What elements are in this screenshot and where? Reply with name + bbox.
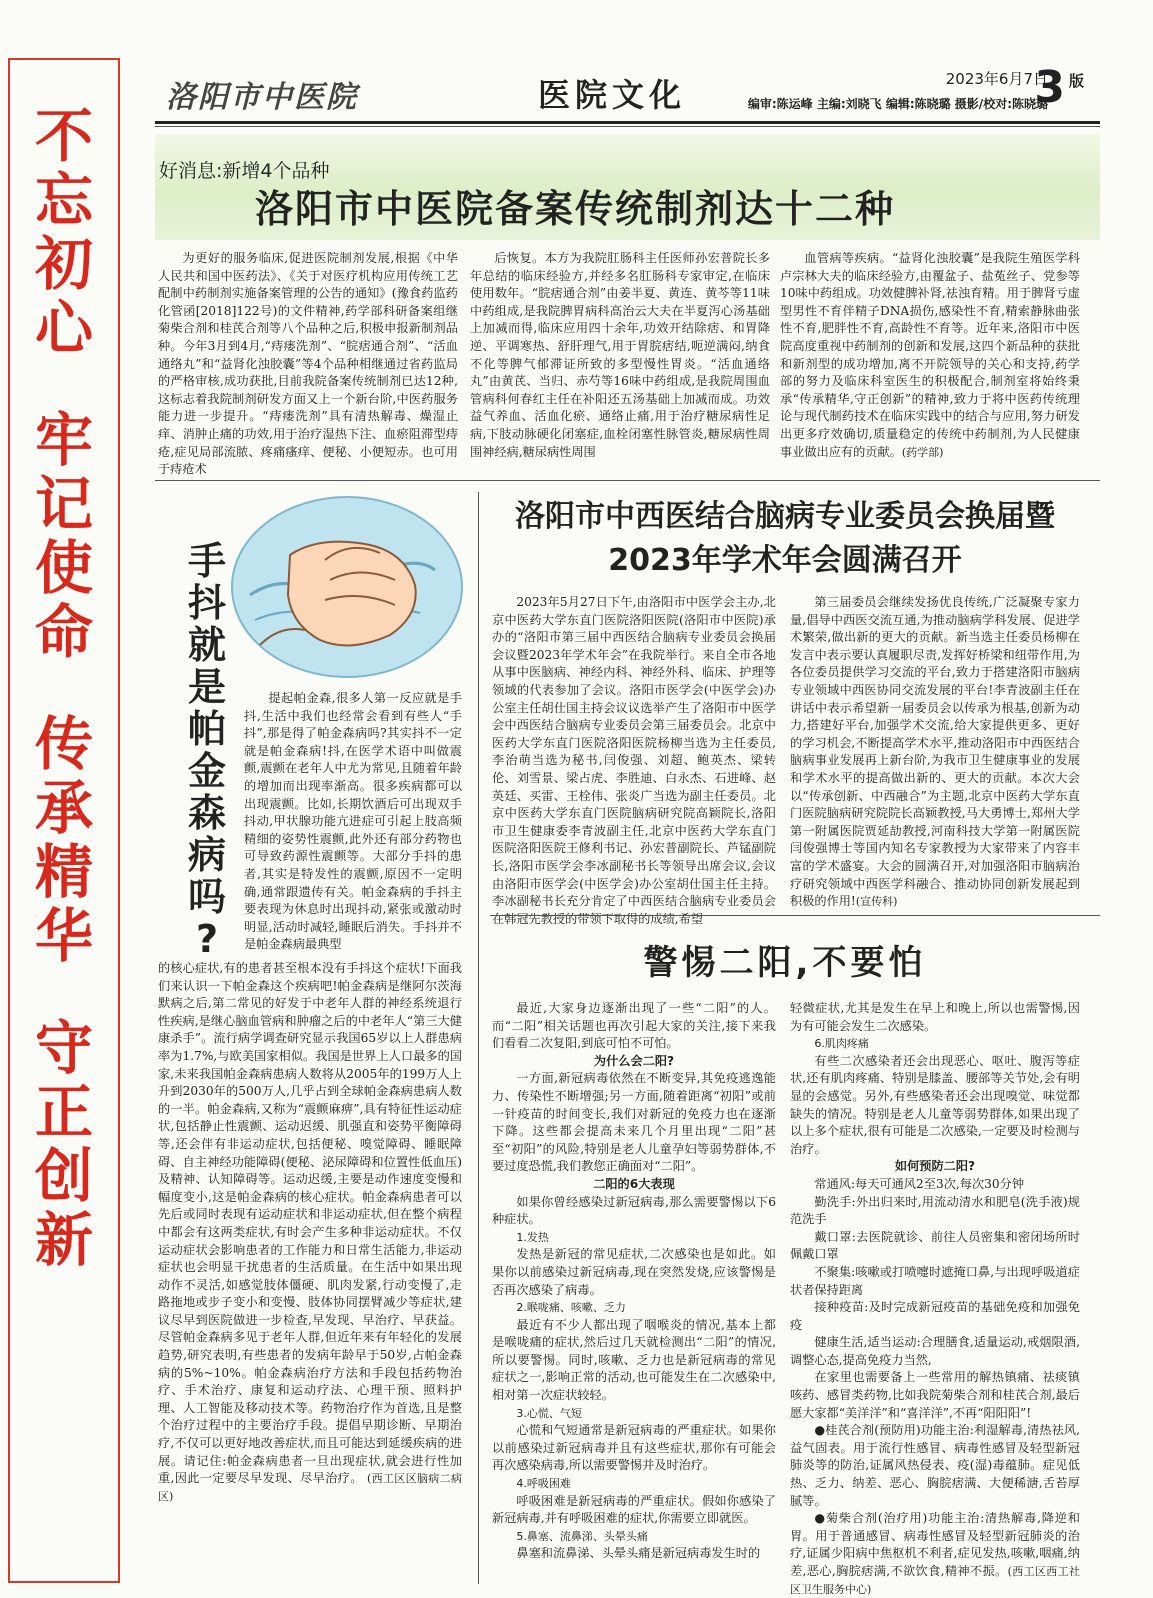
column-divider: [478, 492, 479, 1584]
drug-note: ●桂芪合剂(预防用)功能主治:利湿解毒,清热祛风,益气固表。用于流行性感冒、病毒性感冒及轻型新冠肺炎等的防治,证属风热侵表、疫(湿)毒蕴肺。症见低热、乏力、纳差、恶心、胸脘痞满、大便稀溏,舌苔厚腻等。: [790, 1423, 1080, 1508]
masthead: [158, 62, 1098, 120]
article3-headline-line2: 2023年学术年会圆满召开: [608, 543, 962, 578]
hand-tremor-illustration: [230, 495, 465, 680]
subheading: 二阳的6大表现: [593, 1176, 675, 1191]
article1-banner: [155, 134, 1100, 240]
prevention-tip: 不聚集:咳嗽或打喷嚏时遮掩口鼻,与出现呼吸道症状者保持距离: [790, 1264, 1080, 1297]
section-name: 医院文化: [538, 76, 687, 114]
page-suffix: 版: [1068, 72, 1084, 90]
prevention-tip: 接种疫苗:及时完成新冠疫苗的基础免疫和加强免疫: [790, 1300, 1080, 1332]
article1-kicker: 好消息:新增4个品种: [159, 160, 330, 182]
page-number: [1034, 62, 1084, 113]
prevention-tip: 戴口罩:去医院就诊、前往人员密集和密闭场所时佩戴口罩: [790, 1229, 1080, 1262]
masthead-rule: [155, 121, 1100, 124]
section-rule: [155, 480, 1100, 481]
slogan-char: 牢: [34, 406, 93, 474]
slogan-char: 命: [34, 598, 93, 666]
prevention-tip: 常通风:每天可通风2至3次,每次30分钟: [814, 1176, 1025, 1191]
slogan-char: 传: [34, 710, 93, 778]
drug-note: ●菊柴合剂(治疗用)功能主治:清热解毒,降逆和胃。用于普通感冒、病毒性感冒及轻型新冠肺炎的治疗,证属少阳病中焦枢机不利者,症见发热,咳嗽,咽痛,纳差,恶心,胸脘痞满,不欲饮食,精神不振。: [790, 1511, 1080, 1578]
article2-title-char: 森: [187, 791, 226, 835]
article2-title-char: 帕: [187, 707, 226, 751]
article2-signature: (西工区区脑病二病区): [158, 1472, 462, 1503]
subheading: 如何预防二阳?: [894, 1159, 976, 1174]
masthead-rule-thin: [155, 126, 1100, 127]
article1-col3: 血管病等疾病。“益肾化浊胶囊”是我院生殖医学科卢宗林大夫的临床经验方,由覆盆子、盐菟丝子、党参等10味中药组成。功效健脾补肾,祛浊育精。用于脾肾亏虚型男性不育伴精子DNA损伤,感染性不育,精索静脉曲张性不育,肥胖性不育,高龄性不育等。近年来,洛阳市中医院高度重视中药制剂的创新和发展,这四个新品种的获批和新剂型的成功增加,离不开院领导的关心和支持,药学部的努力及临床科室医生的积极配合,制剂室将始终秉承“传承精华,守正创新”的精神,致力于将中医药传统理论与现代制药技术在临床实践中的结合与应用,努力研发出更多疗效确切,质量稳定的传统中药制剂,为人民健康事业做出应有的贡献。(药学部): [780, 251, 1080, 459]
symptom-heading: 6.肌肉疼痛: [814, 1037, 869, 1051]
symptom-heading: 2.喉咙痛、咳嗽、乏力: [516, 1301, 626, 1315]
article4-col1: 最近,大家身边逐渐出现了一些“二阳”的人。而“二阳”相关话题也再次引起大家的关注,接下来我们看看二次复阳,到底可怕不可怕。 为什么会二阳? 一方面,新冠病毒依然在不断变异,其免疫逃逸能力、传染性不断增强;另一方面,随着距离“初阳”或前一针疫苗的时间变长,我们对新冠的免疫力也在逐渐下降。这些都会提高未来几个月里出现“二阳”甚至“初阳”的风险,特别是老人儿童孕妇等弱势群体,不要过度恐慌,我们教您正确面对“二阳”。 二阳的6大表现 如果你曾经感染过新冠病毒,那么需要警惕以下6种症状。 1.发热 发热是新冠的常见症状,二次感染也是如此。如果你以前感染过新冠病毒,现在突然发烧,应该警惕是否再次感染了病毒。 2.喉咙痛、咳嗽、乏力 最近有不少人都出现了咽喉炎的情况,基本上都是喉咙痛的症状,然后过几天就检测出“二阳”的情况,所以要警惕。同时,咳嗽、乏力也是新冠病毒的常见症状之一,影响正常的活动,也可能发生在二次感染中,相对第一次症状较轻。 3.心慌、气短 心慌和气短通常是新冠病毒的严重症状。如果你以前感染过新冠病毒并且有这些症状,那你有可能会再次感染病毒,所以需要警惕并及时治疗。 4.呼吸困难 呼吸困难是新冠病毒的严重症状。假如你感染了新冠病毒,并有呼吸困难的症状,你需要立即就医。 5.鼻塞、流鼻涕、头晕头痛 鼻塞和流鼻涕、头晕头痛是新冠病毒发生时的: [492, 1001, 776, 1561]
article2-title-char: 就: [187, 623, 226, 667]
article2-title-char: 是: [187, 665, 226, 709]
slogan-char: 创: [34, 1142, 93, 1210]
slogan-char: 华: [34, 902, 93, 970]
article-divider: [490, 915, 1100, 916]
article3-headline: [495, 495, 1075, 583]
slogan-char: 记: [34, 470, 93, 538]
article2-intro: 提起帕金森,很多人第一反应就是手抖,生活中我们也经常会看到有些人“手抖”,那是得了帕金森病吗?其实抖不一定就是帕金森病!抖,在医学术语中叫做震颤,震颤在老年人中尤为常见,且随着年龄的增加而出现率渐高。很多疾病都可以出现震颤。比如,长期饮酒后可出现双手抖动,甲状腺功能亢进症可引起上肢高频精细的姿势性震颤,此外还有部分药物也可导致药源性震颤等。大部分手抖的患者,其实是特发性的震颤,原因不一定明确,通常跟遗传有关。帕金森病的手抖主要表现为休息时出现抖动,紧张或激动时明显,活动时减轻,睡眠后消失。手抖并不是帕金森病最典型: [244, 691, 462, 952]
article1-signature: (药学部): [901, 445, 944, 459]
article4-col2: 轻微症状,尤其是发生在早上和晚上,所以也需警惕,因为有可能会发生二次感染。 6.肌肉疼痛 有些二次感染者还会出现恶心、呕吐、腹泻等症状,还有肌肉疼痛、特别是膝盖、腰部等关节处,会有明显的会感觉。另外,有些感染者还会出现嗅觉、味觉都缺失的情况。特别是老人儿童等弱势群体,如果出现了以上多个症状,很有可能是二次感染,一定要及时检测与治疗。 如何预防二阳? 常通风:每天可通风2至3次,每次30分钟 勤洗手:外出归来时,用流动清水和肥皂(洗手液)规范洗手 戴口罩:去医院就诊、前往人员密集和密闭场所时佩戴口罩 不聚集:咳嗽或打喷嚏时遮掩口鼻,与出现呼吸道症状者保持距离 接种疫苗:及时完成新冠疫苗的基础免疫和加强免疫 健康生活,适当运动:合理膳食,适量运动,戒烟限酒,调整心态,提高免疫力当然, 在家里也需要备上一些常用的解热镇痛、祛痰镇咳药、感冒类药物,比如我院菊柴合剂和桂芪合剂,最后愿大家都“美洋洋”和“喜洋洋”,不再“阳阳阳”! ●桂芪合剂(预防用)功能主治:利湿解毒,清热祛风,益气固表。用于流行性感冒、病毒性感冒及轻型新冠肺炎等的防治,证属风热侵表、疫(湿)毒蕴肺。症见低热、乏力、纳差、恶心、胸脘痞满、大便稀溏,舌苔厚腻等。 ●菊柴合剂(治疗用)功能主治:清热解毒,降逆和胃。用于普通感冒、病毒性感冒及轻型新冠肺炎的治疗,证属少阳病中焦枢机不利者,症见发热,咳嗽,咽痛,纳差,恶心,胸脘痞满,不欲饮食,精神不振。(西工区西工社区卫生服务中心): [790, 1001, 1080, 1596]
symptom-heading: 4.呼吸困难: [516, 1477, 571, 1491]
article2-title-char: 抖: [187, 581, 226, 625]
slogan-char: 忘: [34, 166, 93, 234]
symptom-heading: 1.发热: [516, 1230, 549, 1244]
symptom-heading: 5.鼻塞、流鼻涕、头晕头痛: [516, 1529, 648, 1543]
slogan-char: 心: [34, 294, 93, 362]
article3-headline-line1: 洛阳市中西医结合脑病专业委员会换届暨: [515, 499, 1055, 534]
issue-meta: [748, 68, 1048, 112]
newspaper-logo: 洛阳市中医院: [166, 80, 358, 115]
article2-title-char: 手: [187, 539, 226, 583]
staff-credits: 编审:陈运峰 主编:刘晓飞 编辑:陈晓璐 摄影/校对:陈晓璐: [747, 97, 1048, 111]
article3-col2: 第三届委员会继续发扬优良传统,广泛凝聚专家力量,倡导中西医交流互通,为推动脑病学科发展、促进学术繁荣,做出新的更大的贡献。新当选主任委员杨柳在发言中表示要认真履职尽责,发挥好桥梁和纽带作用,为各位委员提供学习交流的平台,致力于搭建洛阳市脑病专业领域中西医协同交流发展的平台!李青波副主任在讲话中表示希望新一届委员会以传承为根基,创新为动力,搭建好平台,加强学术交流,给大家提供更多、更好的学习机会,不断提高学术水平,推动洛阳市中西医结合脑病事业发展再上新台阶,为我市卫生健康事业的发展和学术水平的提高做出新的、更大的贡献。本次大会以“传承创新、中西融合”为主题,北京中医药大学东直门医院脑病研究院院长高颖教授,马大勇博士,郑州大学第一附属医院贾延劼教授,河南科技大学第一附属医院闫俊强博士等国内知名专家教授为大家带来了内容丰富的学术盛宴。大会的圆满召开,对加强洛阳市脑病治疗研究领域中西医学科融合、推动协同创新发展起到积极的作用!(宣传科): [790, 595, 1080, 909]
slogan-char: 正: [34, 1078, 93, 1146]
issue-date: 2023年6月7日: [945, 70, 1048, 88]
slogan-char: 守: [34, 1014, 93, 1082]
article3-col1: 2023年5月27日下午,由洛阳市中医学会主办,北京中医药大学东直门医院洛阳医院(洛阳市中医院)承办的“洛阳市第三届中西医结合脑病专业委员会换届会议暨2023年学术年会”在我院举行。来自全市各地从事中医脑病、神经内科、神经外科、临床、护理等领域的代表参加了会议。洛阳市医学会(中医学会)办公室主任胡仕国主持会议议选举产生了洛阳市中医学会中西医结合脑病专业委员会第三届委员会。北京中医药大学东直门医院洛阳医院杨柳当选为主任委员,李治萌当选为秘书,闫俊强、刘超、鲍英杰、梁转伦、刘雪景、梁占虎、李胜迪、白永杰、石进峰、赵英廷、买雷、王栓伟、张炎广当选为副主任委员。北京中医药大学东直门医院脑病研究院高颖院长,洛阳市卫生健康委李青波副主任,北京中医药大学东直门医院洛阳医院王修利书记、孙宏普副院长、芦锰副院长,洛阳市医学会李冰副秘书长等领导出席会议,会议由洛阳市医学会(中医学会)办公室胡仕国主任主持。李冰副秘书长充分肯定了中西医结合脑病专业委员会在韩冠先教授的带领下取得的成绩,希望: [492, 595, 776, 926]
slogan-char: 承: [34, 774, 93, 842]
article4-signature: (西工区西工社区卫生服务中心): [790, 1565, 1080, 1596]
slogan-box: [8, 58, 120, 1583]
slogan-char: 新: [34, 1206, 93, 1274]
prevention-tip: 健康生活,适当运动:合理膳食,适量运动,戒烟限酒,调整心态,提高免疫力当然,: [790, 1335, 1080, 1367]
article2-title-char: 金: [187, 749, 226, 793]
symptom-heading: 3.心慌、气短: [516, 1406, 582, 1420]
prevention-tip: 勤洗手:外出归来时,用流动清水和肥皂(洗手液)规范洗手: [790, 1194, 1080, 1227]
slogan: [10, 104, 118, 1272]
slogan-char: 不: [34, 102, 93, 170]
slogan-char: 使: [34, 534, 93, 602]
article4-headline: 警惕二阳,不要怕: [643, 943, 927, 983]
subheading: 为什么会二阳?: [593, 1053, 675, 1068]
article2-title: [185, 540, 229, 960]
article1-col2: 后恢复。本方为我院肛肠科主任医师孙宏普院长多年总结的临床经验方,并经多名肛肠科专家审定,在临床使用数年。“脘痞通合剂”由姜半夏、黄连、黄芩等11味中药组成,是我院脾胃病科高治云大夫在半夏泻心汤基础上加减而得,临床应用四十余年,功效开结除痞、和胃降逆、平调寒热、舒肝理气,用于胃脘痞结,呃逆满闷,纳食不化等脾气郁滞证所致的多型慢性胃炎。“活血通络丸”由黄芪、当归、赤芍等16味中药组成,是我院周围血管病科何春红主任在补阳还五汤基础上加减而成。功效益气养血、活血化瘀、通络止痛,用于治疗糖尿病性足病,下肢动脉硬化闭塞症,血栓闭塞性脉管炎,糖尿病性周围神经病,糖尿病性周围: [470, 251, 770, 459]
article2-title-char: 吗: [187, 875, 226, 919]
article2-title-char: ?: [195, 917, 219, 961]
article1-headline: 洛阳市中医院备案传统制剂达十二种: [255, 187, 896, 231]
slogan-char: 精: [34, 838, 93, 906]
article2-body: 的核心症状,有的患者甚至根本没有手抖这个症状!下面我们来认识一下帕金森这个疾病吧!帕金森病是继阿尔茨海默病之后,第二常见的好发于中老年人群的神经系统退行性疾病,是继心脑血管病和肿瘤之后的中老年人“第三大健康杀手”。流行病学调查研究显示我国65岁以上人群患病率为1.7%,与欧美国家相似。我国是世界上人口最多的国家,未来我国帕金森病患病人数将从2005年的199万人上升到2030年的500万人,几乎占到全球帕金森病患病人数的一半。帕金森病,又称为“震颤麻痹”,具有特征性运动症状,包括静止性震颤、运动迟缓、肌强直和姿势平衡障碍等,还会伴有非运动症状,包括便秘、嗅觉障碍、睡眠障碍、自主神经功能障碍(便秘、泌尿障碍和位置性低血压)及精神、认知障碍等。运动迟缓,主要是动作速度变慢和幅度变小,这是帕金森病的核心症状。帕金森病患者可以先后或同时表现有运动症状和非运动症状,但在整个病程中都会有这两类症状,有时会产生多种非运动症状。不仅运动症状会影响患者的工作能力和日常生活能力,非运动症状也会明显干扰患者的生活质量。在生活中如果出现动作不灵活,如感觉肢体僵硬、肌肉发紧,行动变慢了,走路拖地或步子变小和变慢、肢体协同摆臂减少等症状,建议尽早到医院做进一步检查,早发现、早治疗、早获益。尽管帕金森病多见于老年人群,但近年来有年轻化的发展趋势,研究表明,有些患者的发病年龄早于50岁,占帕金森病的5%~10%。帕金森病治疗方法和手段包括药物治疗、手术治疗、康复和运动疗法、心理干预、照料护理、人工智能及移动技术等。药物治疗作为首选,且是整个治疗过程中的主要治疗手段。提倡早期诊断、早期治疗,不仅可以更好地改善症状,而且可能达到延缓疾病的进展。请记住:帕金森病患者一旦出现症状,就会进行性加重,因此一定要尽早发现、尽早治疗。 (西工区区脑病二病区): [158, 961, 462, 1503]
article1-col1: 为更好的服务临床,促进医院制剂发展,根据《中华人民共和国中医药法》、《关于对医疗机构应用传统工艺配制中药制剂实施备案管理的公告的通知》(豫食药监药化管函[2018]122号)的文件精神,药学部科研备案组继菊柴合剂和桂芪合剂等八个品种之后,积极申报新制剂品种。今年3月到4月,“痔瘘洗剂”、“脘痞通合剂”、“活血通络丸”和“益肾化浊胶囊”等4个品种相继通过省药监局的严格审核,成功获批,目前我院备案传统制剂已达12种,这标志着我院制剂研发方面又上一个新台阶,中医药服务能力进一步提升。“痔瘘洗剂”具有清热解毒、燥湿止痒、消肿止痛的功效,用于治疗湿热下注、血瘀阻滞型痔疮,症见局部流脓、疼痛瘙痒、便秘、小便短赤。也可用于痔疮术: [158, 251, 458, 477]
article3-signature: (宣传科): [855, 895, 898, 909]
slogan-char: 初: [34, 230, 93, 298]
page-number-value: 3: [1034, 62, 1065, 113]
article2-title-char: 病: [187, 833, 226, 877]
